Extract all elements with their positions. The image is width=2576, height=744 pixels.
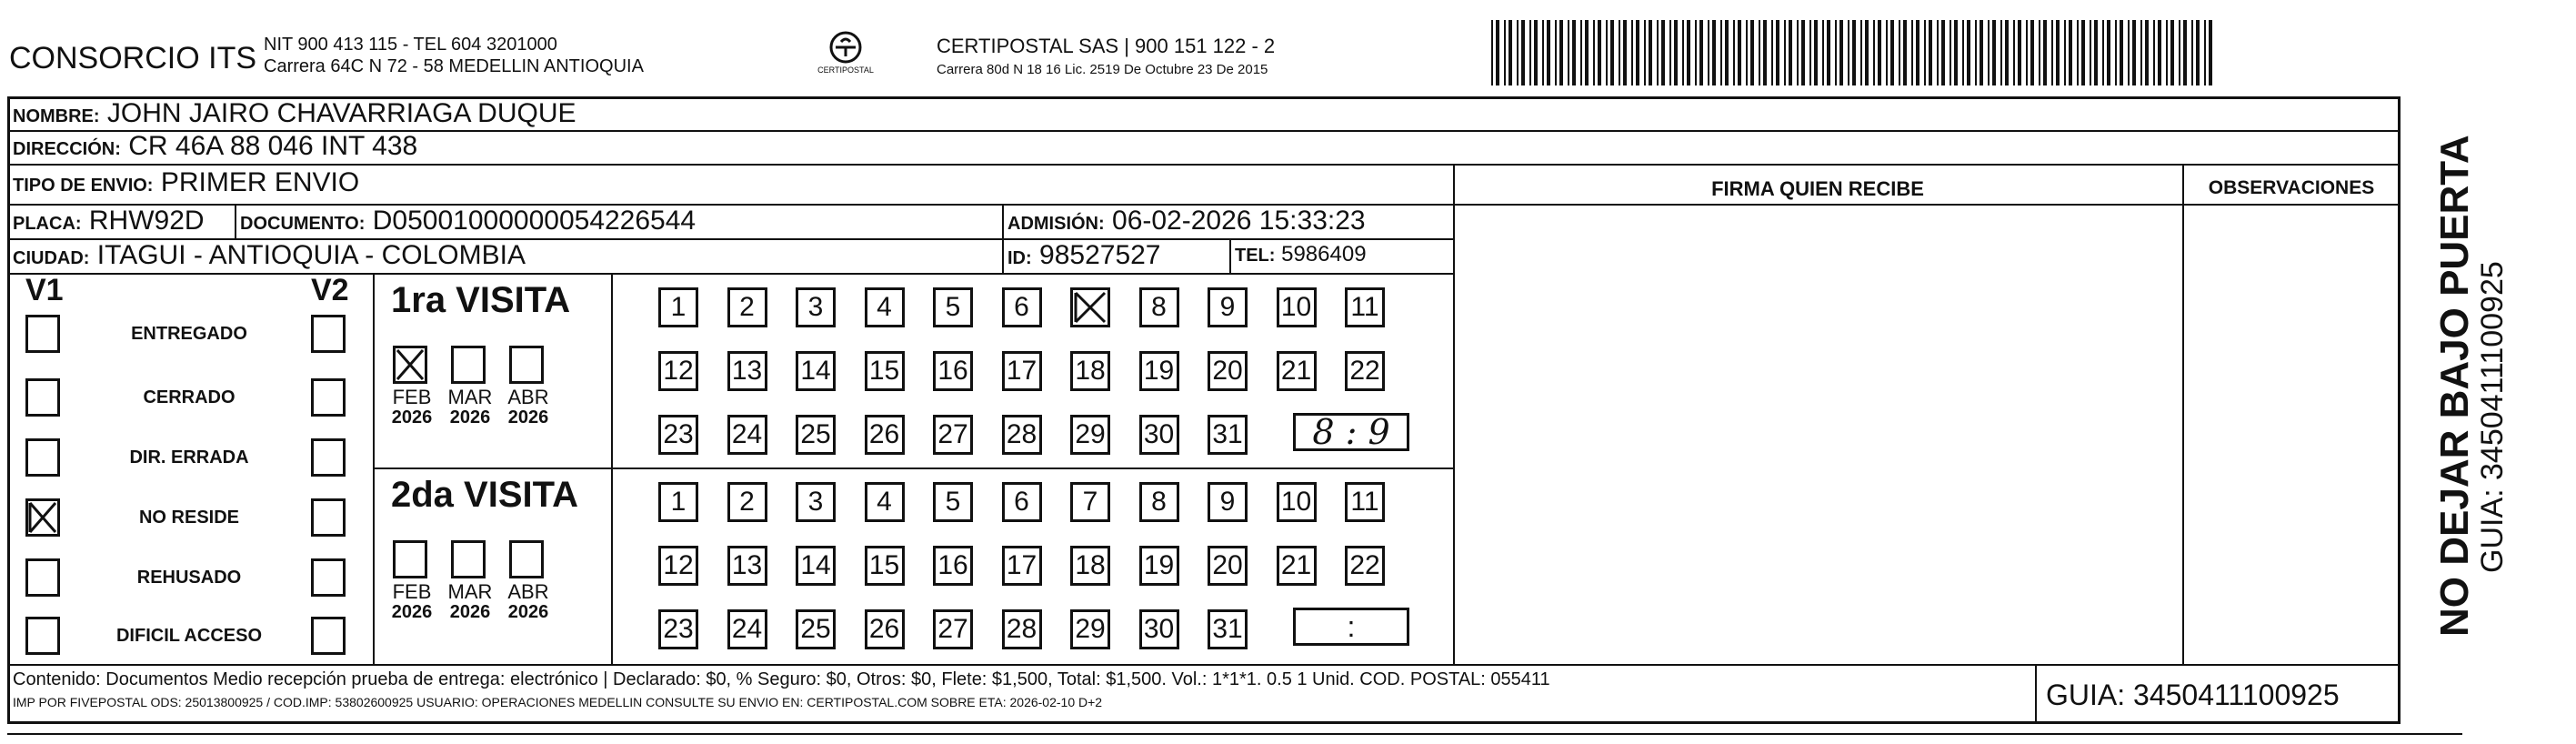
- day-box-24[interactable]: 24: [727, 415, 767, 455]
- status-label: DIR. ERRADA: [129, 447, 249, 468]
- day-box-25[interactable]: 25: [796, 415, 836, 455]
- status-label: NO RESIDE: [138, 508, 240, 528]
- status-label: DIFICIL ACCESO: [115, 626, 262, 646]
- day-box-8[interactable]: 8: [1139, 482, 1179, 522]
- nombre-value: JOHN JAIRO CHAVARRIAGA DUQUE: [106, 98, 576, 128]
- day-box-13[interactable]: 13: [727, 351, 767, 391]
- ciudad-field: [13, 240, 526, 271]
- observaciones-header: OBSERVACIONES: [2208, 177, 2375, 198]
- v2-checkbox[interactable]: [311, 378, 346, 417]
- placa-value: RHW92D: [88, 206, 205, 236]
- day-box-19[interactable]: 19: [1139, 351, 1179, 391]
- day-box-12[interactable]: 12: [658, 546, 698, 586]
- documento-field: [240, 206, 696, 236]
- month-label: FEB: [392, 580, 432, 603]
- day-box-19[interactable]: 19: [1139, 546, 1179, 586]
- first-visit-title: 1ra VISITA: [391, 280, 571, 320]
- barcode: [1491, 20, 2219, 85]
- id-field: [1007, 240, 1161, 271]
- day-box-7[interactable]: [1070, 287, 1110, 327]
- day-box-31[interactable]: 31: [1208, 415, 1248, 455]
- day-box-15[interactable]: 15: [865, 351, 905, 391]
- day-box-6[interactable]: 6: [1002, 287, 1042, 327]
- day-box-21[interactable]: 21: [1277, 546, 1317, 586]
- direccion-value: CR 46A 88 046 INT 438: [128, 131, 418, 161]
- ciudad-label: CIUDAD:: [13, 248, 90, 268]
- year-label: 2026: [391, 602, 433, 622]
- tel-field: [1235, 242, 1367, 267]
- day-box-13[interactable]: 13: [727, 546, 767, 586]
- second-time-box[interactable]: :: [1293, 608, 1409, 646]
- day-box-18[interactable]: 18: [1070, 351, 1110, 391]
- day-box-23[interactable]: 23: [658, 609, 698, 649]
- month-checkbox-feb[interactable]: [393, 540, 427, 578]
- month-checkbox-feb[interactable]: [393, 346, 427, 384]
- company-name: CONSORCIO ITS: [9, 41, 257, 75]
- day-box-3[interactable]: 3: [796, 287, 836, 327]
- year-label: 2026: [449, 407, 491, 427]
- day-box-9[interactable]: 9: [1208, 482, 1248, 522]
- imp-line: IMP POR FIVEPOSTAL ODS: 25013800925 / COD.IMP: 53802600925 USUARIO: OPERACIONES MEDELLIN CONSULTE SU ENVIO EN: CERTIPOSTAL.COM SOBRE ETA: 2026-02-10 D+2: [13, 695, 1103, 709]
- month-label: ABR: [507, 386, 549, 408]
- placa-label: PLACA:: [13, 214, 82, 234]
- day-box-25[interactable]: 25: [796, 609, 836, 649]
- status-label: CERRADO: [143, 387, 236, 407]
- tipo-label: TIPO DE ENVIO:: [13, 176, 154, 196]
- v1-checkbox[interactable]: [25, 558, 60, 597]
- day-box-26[interactable]: 26: [865, 609, 905, 649]
- day-box-30[interactable]: 30: [1139, 609, 1179, 649]
- day-box-18[interactable]: 18: [1070, 546, 1110, 586]
- year-label: 2026: [507, 602, 549, 622]
- nombre-row: [13, 98, 576, 129]
- v2-checkbox[interactable]: [311, 438, 346, 477]
- day-box-11[interactable]: 11: [1345, 482, 1385, 522]
- day-box-24[interactable]: 24: [727, 609, 767, 649]
- day-box-5[interactable]: 5: [933, 482, 973, 522]
- day-box-1[interactable]: 1: [658, 482, 698, 522]
- tel-label: TEL:: [1235, 246, 1276, 266]
- first-time-box[interactable]: 8 : 9: [1293, 413, 1409, 451]
- v1-checkbox[interactable]: [25, 378, 60, 417]
- footer-guia: GUIA: 3450411100925: [2046, 679, 2340, 711]
- day-box-12[interactable]: 12: [658, 351, 698, 391]
- day-box-16[interactable]: 16: [933, 351, 973, 391]
- day-box-23[interactable]: 23: [658, 415, 698, 455]
- day-box-28[interactable]: 28: [1002, 609, 1042, 649]
- day-box-10[interactable]: 10: [1277, 482, 1317, 522]
- day-box-17[interactable]: 17: [1002, 546, 1042, 586]
- documento-label: DOCUMENTO:: [240, 214, 366, 234]
- day-box-2[interactable]: 2: [727, 287, 767, 327]
- day-box-17[interactable]: 17: [1002, 351, 1042, 391]
- day-box-4[interactable]: 4: [865, 287, 905, 327]
- day-box-3[interactable]: 3: [796, 482, 836, 522]
- day-box-22[interactable]: 22: [1345, 546, 1385, 586]
- nit-line: NIT 900 413 115 - TEL 604 3201000: [264, 35, 557, 55]
- day-box-9[interactable]: 9: [1208, 287, 1248, 327]
- v1-checkbox[interactable]: [25, 498, 60, 537]
- v1-checkbox[interactable]: [25, 315, 60, 353]
- license-line: Carrera 80d N 18 16 Lic. 2519 De Octubre 23 De 2015: [937, 62, 1268, 77]
- month-label: MAR: [447, 580, 493, 603]
- day-box-27[interactable]: 27: [933, 609, 973, 649]
- tel-value: 5986409: [1281, 242, 1367, 266]
- day-box-14[interactable]: 14: [796, 351, 836, 391]
- month-label: FEB: [392, 386, 432, 408]
- id-value: 98527527: [1039, 240, 1161, 270]
- tipo-row: [13, 167, 359, 198]
- second-visit-title: 2da VISITA: [391, 475, 578, 515]
- placa-field: [13, 206, 205, 236]
- contenido-line: Contenido: Documentos Medio recepción prueba de entrega: electrónico | Declarado: $0, % Seguro: $0, Otros: $0, Flete: $1,500, Total: $1,500. Vol.: 1*1*1. 0.5 1 Unid. COD. POSTAL: 055411: [13, 669, 1550, 689]
- day-box-29[interactable]: 29: [1070, 609, 1110, 649]
- v2-checkbox[interactable]: [311, 558, 346, 597]
- v2-checkbox[interactable]: [311, 617, 346, 655]
- firma-header: FIRMA QUIEN RECIBE: [1711, 177, 1924, 200]
- day-box-6[interactable]: 6: [1002, 482, 1042, 522]
- logo-text: CERTIPOSTAL: [817, 65, 874, 75]
- day-box-26[interactable]: 26: [865, 415, 905, 455]
- day-box-20[interactable]: 20: [1208, 351, 1248, 391]
- side-guia: GUIA: 3450411100925: [2475, 261, 2510, 573]
- status-label: ENTREGADO: [131, 324, 247, 344]
- year-label: 2026: [449, 602, 491, 622]
- side-title: NO DEJAR BAJO PUERTA: [2432, 135, 2477, 637]
- day-box-30[interactable]: 30: [1139, 415, 1179, 455]
- day-box-5[interactable]: 5: [933, 287, 973, 327]
- admision-field: [1007, 206, 1366, 236]
- day-box-10[interactable]: 10: [1277, 287, 1317, 327]
- ciudad-value: ITAGUI - ANTIOQUIA - COLOMBIA: [96, 240, 526, 270]
- v2-checkbox[interactable]: [311, 498, 346, 537]
- month-label: MAR: [447, 386, 493, 408]
- day-box-29[interactable]: 29: [1070, 415, 1110, 455]
- day-box-7[interactable]: 7: [1070, 482, 1110, 522]
- month-checkbox-abr[interactable]: [509, 540, 544, 578]
- day-box-4[interactable]: 4: [865, 482, 905, 522]
- month-label: ABR: [507, 580, 549, 603]
- day-box-27[interactable]: 27: [933, 415, 973, 455]
- documento-value: D05001000000054226544: [372, 206, 697, 236]
- month-checkbox-mar[interactable]: [451, 540, 486, 578]
- direccion-label: DIRECCIÓN:: [13, 139, 121, 159]
- day-box-15[interactable]: 15: [865, 546, 905, 586]
- v1-checkbox[interactable]: [25, 617, 60, 655]
- nombre-label: NOMBRE:: [13, 106, 100, 126]
- admision-value: 06-02-2026 15:33:23: [1112, 206, 1366, 236]
- day-box-8[interactable]: 8: [1139, 287, 1179, 327]
- day-box-21[interactable]: 21: [1277, 351, 1317, 391]
- month-checkbox-mar[interactable]: [451, 346, 486, 384]
- day-box-28[interactable]: 28: [1002, 415, 1042, 455]
- month-checkbox-abr[interactable]: [509, 346, 544, 384]
- id-label: ID:: [1007, 248, 1032, 268]
- day-box-14[interactable]: 14: [796, 546, 836, 586]
- carrier-line: CERTIPOSTAL SAS | 900 151 122 - 2: [937, 35, 1276, 57]
- day-box-2[interactable]: 2: [727, 482, 767, 522]
- day-box-20[interactable]: 20: [1208, 546, 1248, 586]
- day-box-22[interactable]: 22: [1345, 351, 1385, 391]
- direccion-row: [13, 131, 417, 162]
- v2-header: V2: [311, 273, 349, 307]
- status-label: REHUSADO: [136, 568, 242, 588]
- day-box-11[interactable]: 11: [1345, 287, 1385, 327]
- v2-checkbox[interactable]: [311, 315, 346, 353]
- year-label: 2026: [391, 407, 433, 427]
- v1-header: V1: [25, 273, 64, 307]
- tipo-value: PRIMER ENVIO: [160, 167, 360, 197]
- v1-checkbox[interactable]: [25, 438, 60, 477]
- year-label: 2026: [507, 407, 549, 427]
- address-line: Carrera 64C N 72 - 58 MEDELLIN ANTIOQUIA: [264, 56, 644, 76]
- admision-label: ADMISIÓN:: [1007, 214, 1105, 234]
- certipostal-logo: [814, 29, 877, 79]
- day-box-31[interactable]: 31: [1208, 609, 1248, 649]
- day-box-16[interactable]: 16: [933, 546, 973, 586]
- day-box-1[interactable]: 1: [658, 287, 698, 327]
